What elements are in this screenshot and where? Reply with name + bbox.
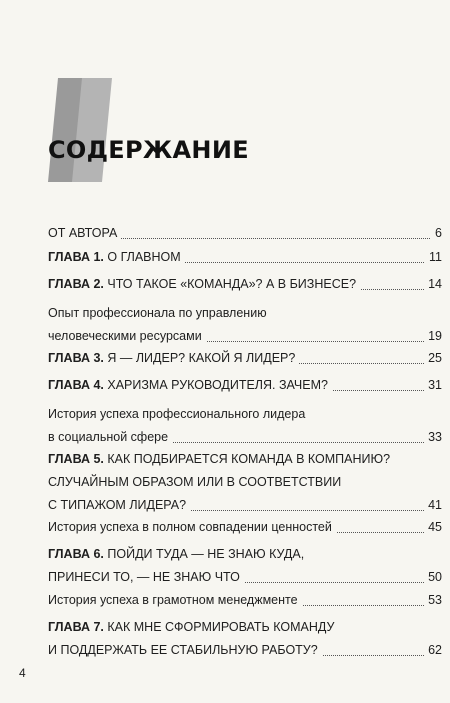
toc-line-text: [48, 494, 190, 517]
toc-entry-title: КАК МНЕ СФОРМИРОВАТЬ КОМАНДУ: [103, 620, 335, 634]
toc-entry: [48, 246, 442, 269]
chapter-label: ГЛАВА 2.: [48, 277, 104, 291]
toc-entry: [48, 222, 442, 245]
toc-page-number: 33: [424, 426, 442, 449]
toc-line: [48, 448, 442, 471]
toc-entry: [48, 302, 442, 348]
toc-line: [48, 589, 442, 612]
toc-line: [48, 273, 442, 296]
toc-entry: [48, 616, 442, 662]
toc-entry-title: ХАРИЗМА РУКОВОДИТЕЛЯ. ЗАЧЕМ?: [103, 378, 328, 392]
toc-page-number: 14: [424, 273, 442, 296]
decorative-stripes: [48, 78, 120, 182]
toc-line: [48, 347, 442, 370]
page-number: 4: [19, 666, 26, 680]
toc-page-number: 50: [424, 566, 442, 589]
toc-line-text: [48, 543, 308, 566]
toc-entry-title: ПОЙДИ ТУДА — НЕ ЗНАЮ КУДА,: [103, 547, 305, 561]
toc-line-text: [48, 325, 206, 348]
toc-entry-title: в социальной сфере: [48, 430, 169, 444]
toc-line: [48, 325, 442, 348]
toc-page-number: 25: [424, 347, 442, 370]
toc-line-text: [48, 302, 271, 325]
toc-line-text: [48, 589, 302, 612]
toc-line-text: [48, 246, 185, 269]
chapter-label: ГЛАВА 6.: [48, 547, 104, 561]
toc-entry-title: О ГЛАВНОМ: [103, 250, 181, 264]
toc-line-text: [48, 639, 322, 662]
toc-line: [48, 616, 442, 639]
toc-entry-title: История успеха профессионального лидера: [48, 407, 306, 421]
toc-entry: [48, 448, 442, 517]
toc-line-text: [48, 566, 244, 589]
toc-line: [48, 403, 442, 426]
toc-page-number: 11: [425, 246, 442, 269]
toc-line: [48, 426, 442, 449]
chapter-label: ГЛАВА 1.: [48, 250, 104, 264]
toc-line-text: [48, 403, 309, 426]
toc-page-number: 45: [424, 516, 442, 539]
toc-page-number: 53: [424, 589, 442, 612]
toc-line: [48, 222, 442, 245]
chapter-label: ГЛАВА 5.: [48, 452, 104, 466]
toc-entry-title: И ПОДДЕРЖАТЬ ЕЕ СТАБИЛЬНУЮ РАБОТУ?: [48, 643, 318, 657]
toc-line: [48, 246, 442, 269]
chapter-label: ГЛАВА 7.: [48, 620, 104, 634]
toc-entry-title: человеческими ресурсами: [48, 329, 202, 343]
chapter-label: ГЛАВА 4.: [48, 378, 104, 392]
toc-entry-title: История успеха в полном совпадении ценностей: [48, 520, 332, 534]
toc-page-number: 62: [424, 639, 442, 662]
toc-line: [48, 471, 442, 494]
toc-line-text: [48, 222, 121, 245]
toc-line: [48, 494, 442, 517]
toc-entry-title: История успеха в грамотном менеджменте: [48, 593, 298, 607]
toc-entry: [48, 374, 442, 397]
toc-line-text: [48, 374, 332, 397]
toc-entry-title: ЧТО ТАКОЕ «КОМАНДА»? А В БИЗНЕСЕ?: [103, 277, 357, 291]
toc-line-text: [48, 616, 338, 639]
toc-page-number: 19: [424, 325, 442, 348]
toc-line: [48, 516, 442, 539]
toc-line: [48, 566, 442, 589]
toc-line: [48, 639, 442, 662]
toc-line-text: [48, 273, 360, 296]
toc-page-number: 31: [424, 374, 442, 397]
toc-entry: [48, 347, 442, 370]
toc-line: [48, 374, 442, 397]
page-title: СОДЕРЖАНИЕ: [48, 136, 249, 164]
toc-line-text: [48, 471, 345, 494]
toc-line-text: [48, 448, 394, 471]
toc-entry: [48, 543, 442, 589]
toc-entry: [48, 273, 442, 296]
toc-entry-title: Опыт профессионала по управлению: [48, 306, 267, 320]
toc-line-text: [48, 516, 336, 539]
toc-entry-title: С ТИПАЖОМ ЛИДЕРА?: [48, 498, 187, 512]
toc-page-number: 6: [431, 222, 442, 245]
toc-line-text: [48, 426, 172, 449]
toc-entry: [48, 516, 442, 539]
toc-entry: [48, 589, 442, 612]
toc-page-number: 41: [424, 494, 442, 517]
chapter-label: ГЛАВА 3.: [48, 351, 104, 365]
toc-entry-title: Я — ЛИДЕР? КАКОЙ Я ЛИДЕР?: [103, 351, 296, 365]
toc-entry-title: КАК ПОДБИРАЕТСЯ КОМАНДА В КОМПАНИЮ?: [103, 452, 391, 466]
toc-line-text: [48, 347, 299, 370]
toc-entry-title: СЛУЧАЙНЫМ ОБРАЗОМ ИЛИ В СООТВЕТСТВИИ: [48, 475, 342, 489]
toc-entry: [48, 403, 442, 449]
toc-entry-title: ОТ АВТОРА: [48, 226, 118, 240]
toc-line: [48, 543, 442, 566]
toc-line: [48, 302, 442, 325]
toc-entry-title: ПРИНЕСИ ТО, — НЕ ЗНАЮ ЧТО: [48, 570, 240, 584]
